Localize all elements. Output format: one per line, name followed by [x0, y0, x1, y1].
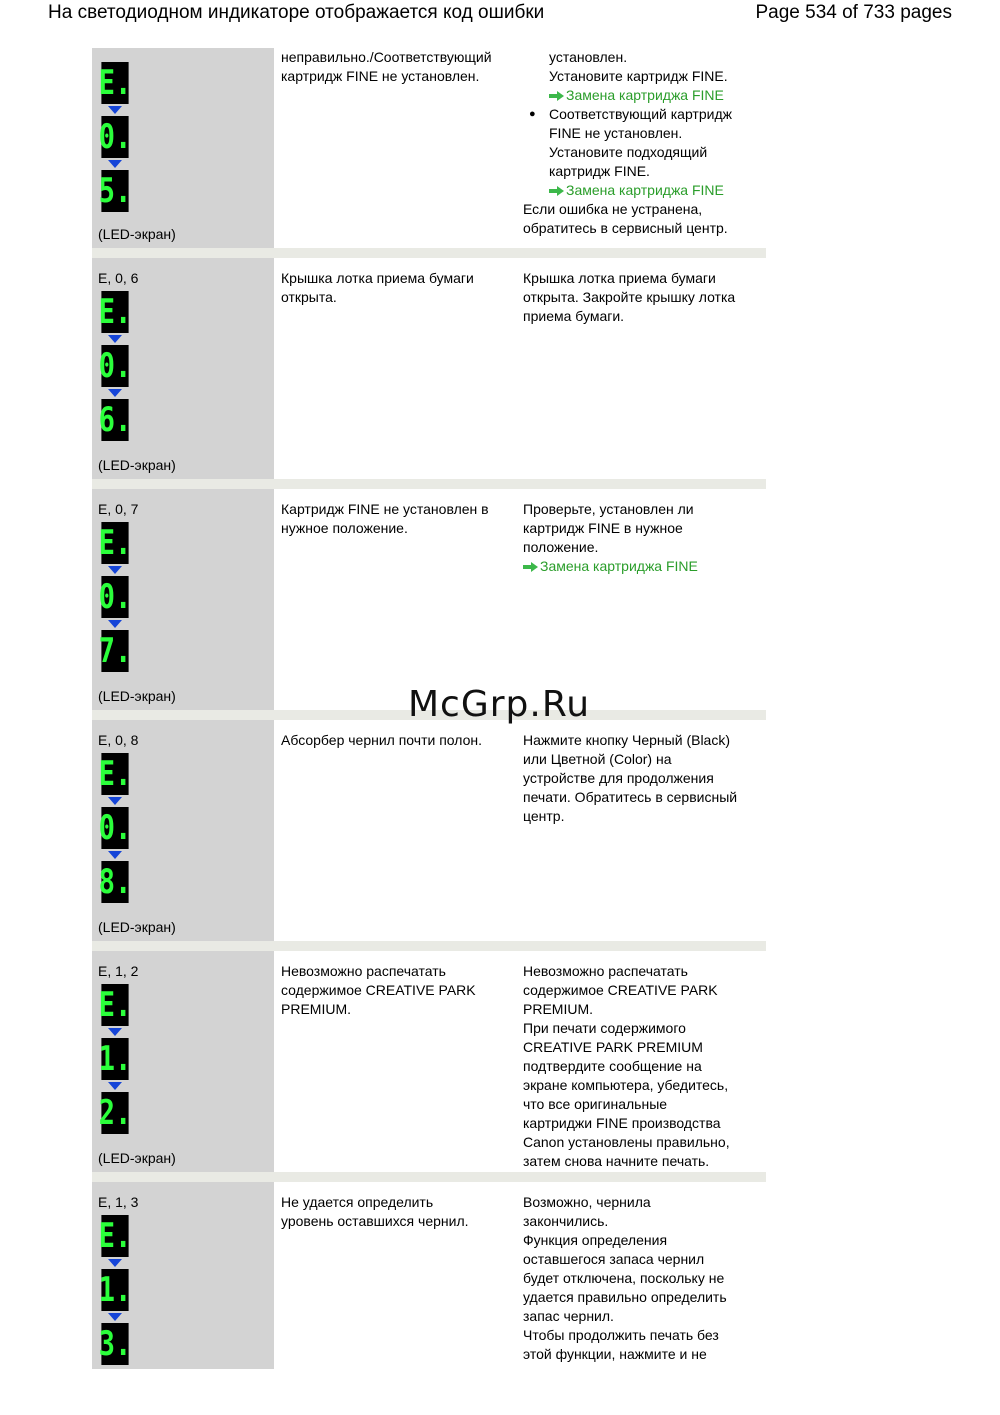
watermark: McGrp.Ru	[408, 684, 591, 725]
cause-cell: Невозможно распечатать содержимое CREATIVE PARK PREMIUM.	[281, 963, 476, 1017]
arrow-down-icon	[108, 1313, 122, 1321]
action-cell: Невозможно распечатать содержимое CREATIVE PARK PREMIUM. При печати содержимого CREATIVE PARK PREMIUM подтвердите сообщение на экране компьютера, убедитесь, что все оригинальные картриджи FINE производства Canon установлены правильно, затем снова начните печать.	[523, 963, 730, 1169]
cause-cell: Абсорбер чернил почти полон.	[281, 732, 482, 748]
arrow-down-icon	[108, 335, 122, 343]
arrow-down-icon	[108, 1028, 122, 1036]
led-display	[98, 753, 132, 903]
led-digit: 5.	[98, 171, 132, 211]
action-cell: Проверьте, установлен ли картридж FINE в нужное положение. Замена картриджа FINE	[523, 500, 763, 576]
led-digit: 0.	[98, 346, 132, 386]
action-cell: Крышка лотка приема бумаги открыта. Закройте крышку лотка приема бумаги.	[523, 270, 736, 324]
error-code: E, 1, 3	[98, 1194, 139, 1210]
led-digit: E.	[98, 1216, 132, 1256]
error-code: E, 0, 7	[98, 501, 139, 517]
arrow-down-icon	[108, 1259, 122, 1267]
action-cell: установлен. Установите картридж FINE. Замена картриджа FINE ● Соответствующий картридж FINE не установлен. Установите подходящий картридж FINE. Замена картриджа FINE Если ошибка не устранена, обратитесь в сервисный центр.	[523, 48, 763, 238]
action-cell: Возможно, чернила закончились. Функция определения оставшегося запаса чернил будет отключена, поскольку не удается правильно определить запас чернил. Чтобы продолжить печать без этой функции, нажмите и не	[523, 1194, 727, 1362]
led-digit: 7.	[98, 631, 132, 671]
led-digit: E.	[98, 63, 132, 103]
arrow-down-icon	[108, 797, 122, 805]
arrow-right-icon	[549, 91, 565, 101]
led-digit: 8.	[98, 862, 132, 902]
led-label: (LED-экран)	[98, 457, 176, 473]
table-row	[92, 258, 766, 489]
led-display	[98, 62, 132, 212]
error-code: E, 0, 6	[98, 270, 139, 286]
led-digit: 0.	[98, 808, 132, 848]
led-digit: 0.	[98, 577, 132, 617]
page-counter: Page 534 of 733 pages	[755, 2, 952, 23]
cause-cell: Не удается определить уровень оставшихся чернил.	[281, 1194, 469, 1229]
led-digit: 0.	[98, 117, 132, 157]
arrow-down-icon	[108, 566, 122, 574]
table-row	[92, 720, 766, 951]
led-digit: E.	[98, 523, 132, 563]
code-cell	[92, 48, 274, 248]
arrow-right-icon	[523, 562, 539, 572]
list-item: ● Соответствующий картридж FINE не установлен. Установите подходящий картридж FINE.	[523, 105, 763, 181]
led-digit: 2.	[98, 1093, 132, 1133]
error-code: E, 1, 2	[98, 963, 139, 979]
led-display	[98, 522, 132, 672]
arrow-down-icon	[108, 620, 122, 628]
led-digit: 1.	[98, 1270, 132, 1310]
replace-cartridge-link[interactable]: Замена картриджа FINE	[523, 557, 763, 576]
arrow-down-icon	[108, 106, 122, 114]
led-display	[98, 1215, 132, 1365]
code-cell	[92, 1182, 274, 1369]
arrow-down-icon	[108, 389, 122, 397]
code-cell	[92, 720, 274, 941]
code-cell	[92, 951, 274, 1172]
action-cell: Нажмите кнопку Черный (Black) или Цветной (Color) на устройстве для продолжения печати. Обратитесь в сервисный центр.	[523, 732, 738, 824]
code-cell	[92, 258, 274, 479]
led-digit: E.	[98, 754, 132, 794]
table-row	[92, 48, 766, 258]
arrow-right-icon	[549, 186, 565, 196]
replace-cartridge-link[interactable]: Замена картриджа FINE	[523, 181, 763, 200]
led-display	[98, 291, 132, 441]
led-digit: 3.	[98, 1324, 132, 1364]
led-display	[98, 984, 132, 1134]
led-label: (LED-экран)	[98, 1150, 176, 1166]
led-digit: E.	[98, 985, 132, 1025]
error-code: E, 0, 8	[98, 732, 139, 748]
table-row	[92, 951, 766, 1182]
cause-cell: неправильно./Соответствующий картридж FINE не установлен.	[281, 49, 492, 84]
code-cell	[92, 489, 274, 710]
arrow-down-icon	[108, 1082, 122, 1090]
arrow-down-icon	[108, 160, 122, 168]
led-label: (LED-экран)	[98, 226, 176, 242]
led-digit: 1.	[98, 1039, 132, 1079]
arrow-down-icon	[108, 851, 122, 859]
led-digit: E.	[98, 292, 132, 332]
led-label: (LED-экран)	[98, 919, 176, 935]
page-title: На светодиодном индикаторе отображается код ошибки	[48, 2, 545, 23]
cause-cell: Крышка лотка приема бумаги открыта.	[281, 270, 474, 305]
led-label: (LED-экран)	[98, 688, 176, 704]
table-row	[92, 1182, 766, 1369]
cause-cell: Картридж FINE не установлен в нужное положение.	[281, 501, 489, 536]
led-digit: 6.	[98, 400, 132, 440]
replace-cartridge-link[interactable]: Замена картриджа FINE	[523, 86, 763, 105]
